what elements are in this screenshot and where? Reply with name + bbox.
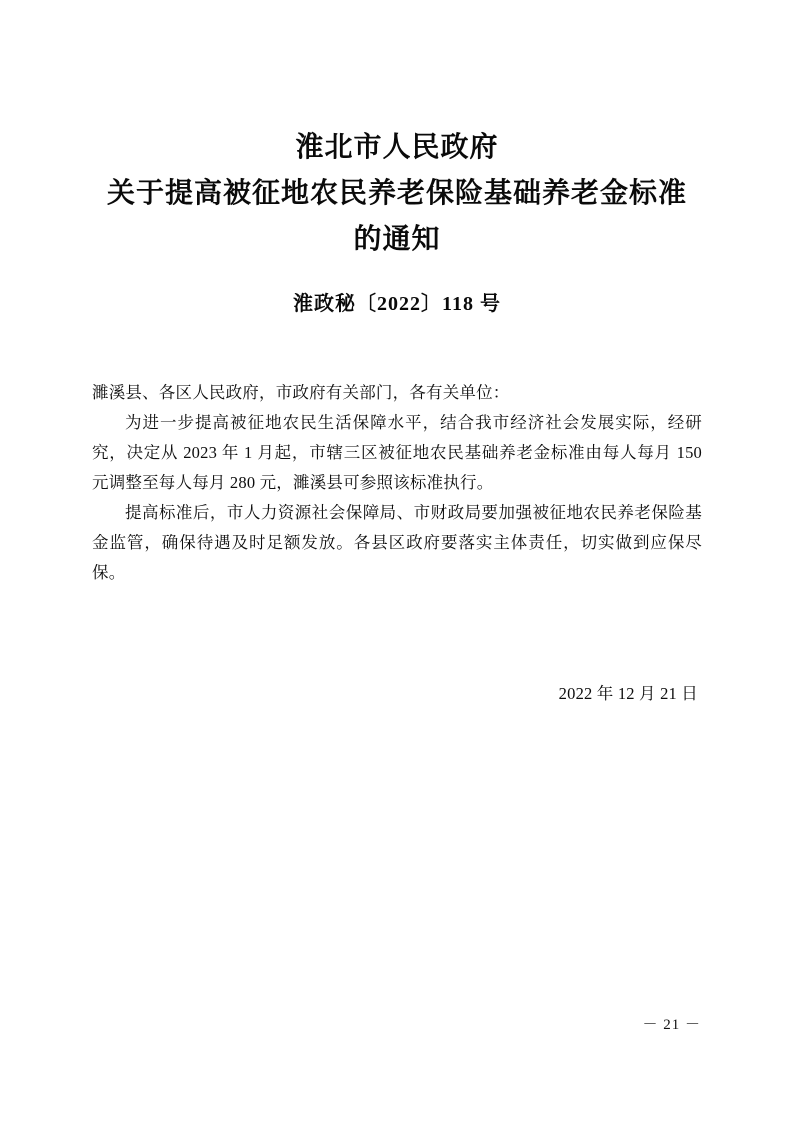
- page-number: － 21 －: [642, 1017, 701, 1033]
- title-line-1: 淮北市人民政府: [295, 132, 499, 163]
- document-number: 淮政秘〔2022〕118 号: [293, 293, 501, 315]
- title-line-3: 的通知: [353, 224, 441, 255]
- paragraph-2: 提高标准后，市人力资源社会保障局、市财政局要加强被征地农民养老保险基金监管，确保待遇及时足额发放。各县区政府要落实主体责任，切实做到应保尽保。: [92, 503, 702, 582]
- salutation: 濉溪县、各区人民政府，市政府有关部门，各有关单位：: [92, 383, 510, 402]
- title-line-2: 关于提高被征地农民养老保险基础养老金标准: [106, 178, 687, 209]
- page-title: [92, 125, 702, 263]
- document-body: [92, 0, 702, 704]
- issue-date: 2022 年 12 月 21 日: [558, 684, 698, 703]
- paragraph-1: 为进一步提高被征地农民生活保障水平，结合我市经济社会发展实际，经研究，决定从 2023 年 1 月起，市辖三区被征地农民基础养老金标准由每人每月 150 元调整至每人每月 280 元，濉溪县可参照该标准执行。: [92, 413, 702, 492]
